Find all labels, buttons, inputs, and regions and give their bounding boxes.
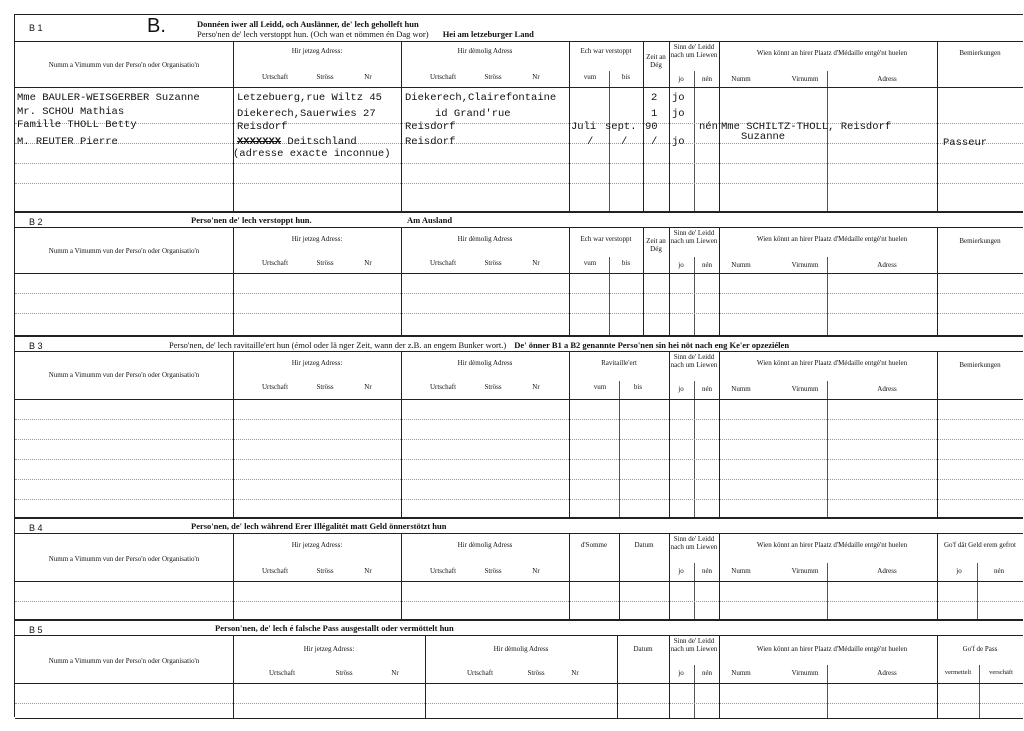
- section-id: B 2: [29, 217, 43, 227]
- header-name: Numm a Vimumm vun der Perso'n oder Organisatio'n: [48, 247, 200, 255]
- header-nr: Nr: [391, 669, 399, 677]
- row-days: 2: [651, 92, 658, 104]
- row-alive: jo: [672, 108, 685, 120]
- header-nr: Nr: [532, 383, 540, 391]
- header-to: bis: [621, 73, 631, 81]
- current-country: Deitschland: [287, 136, 357, 148]
- header-from: vum: [583, 73, 597, 81]
- row-name: Famille THOLL Betty: [17, 119, 137, 131]
- header-date: Datum: [633, 645, 653, 653]
- header-alive: Sinn de' Leidd nach um Liewen: [670, 535, 718, 551]
- row-alive: jo: [672, 92, 685, 104]
- header-alive: Sinn de' Leidd nach um Liewen: [670, 353, 718, 369]
- section-title-extra: Am Ausland: [407, 215, 453, 225]
- header-place: Urtschaft: [429, 259, 457, 267]
- section-b5: [15, 619, 1023, 719]
- header-place: Urtschaft: [261, 567, 289, 575]
- row-remark: Passeur: [943, 137, 988, 149]
- row-days: 1: [651, 108, 658, 120]
- header-medal: Wien könnt an hirer Plaatz d'Médaille entgè'nt huelen: [756, 645, 908, 653]
- row-medal: Suzanne: [741, 131, 786, 143]
- header-place: Urtschaft: [429, 383, 457, 391]
- header-medal: Wien könnt an hirer Plaatz d'Médaille entgè'nt huelen: [756, 49, 908, 57]
- row-current-address: Reisdorf: [237, 121, 288, 133]
- header-current-address: Hir jetzeg Adress:: [291, 47, 343, 55]
- row-current-address: (adresse exacte inconnue): [233, 148, 391, 160]
- header-hidden: Ech war verstoppt: [580, 47, 632, 55]
- header-firstname: Virnumm: [791, 567, 819, 575]
- header-street: Ströss: [316, 383, 334, 391]
- header-former-address: Hir dèmolig Adress: [457, 47, 513, 55]
- header-nr: Nr: [532, 567, 540, 575]
- header-remarks: Bemierkungen: [959, 237, 1001, 245]
- title-text: Perso'nen de' lech verstoppt hun. (Och wan et nömmen én Dag wor): [197, 29, 429, 39]
- header-name: Numm a Vimumm vun der Perso'n oder Organisatio'n: [48, 371, 200, 379]
- header-created: verschäft: [989, 669, 1013, 676]
- row-from: Juli: [571, 121, 597, 133]
- header-nr: Nr: [364, 73, 372, 81]
- header-address: Adress: [877, 75, 897, 83]
- struck-text: XXXXXXX: [237, 136, 282, 148]
- header-nr: Nr: [532, 73, 540, 81]
- header-to: bis: [621, 259, 631, 267]
- header-street: Ströss: [316, 567, 334, 575]
- header-no: nén: [993, 567, 1005, 575]
- header-from: vum: [583, 259, 597, 267]
- header-nr: Nr: [571, 669, 579, 677]
- header-address: Adress: [877, 567, 897, 575]
- header-former-address: Hir dèmolig Adress: [457, 541, 513, 549]
- header-street: Ströss: [335, 669, 353, 677]
- header-yes: jo: [678, 261, 684, 269]
- row-current-address: [237, 136, 357, 148]
- form-letter: B.: [147, 15, 166, 37]
- header-name: Numm a Vimumm vun der Perso'n oder Organisatio'n: [48, 61, 200, 69]
- header-nr: Nr: [532, 259, 540, 267]
- header-pass: Go'f de Pass: [962, 645, 998, 653]
- section-b1: [15, 15, 1023, 211]
- header-sum: d'Somme: [580, 541, 608, 549]
- row-to: sept.: [605, 121, 637, 133]
- title-extra: Hei am letzeburger Land: [442, 29, 534, 39]
- row-former-address: Reisdorf: [405, 121, 456, 133]
- row-to: /: [621, 136, 628, 148]
- header-firstname: Virnumm: [791, 261, 819, 269]
- header-medal: Wien könnt an hirer Plaatz d'Médaille entgè'nt huelen: [756, 541, 908, 549]
- row-medal: Mme SCHILTZ-THOLL, Reisdorf: [721, 121, 892, 133]
- header-former-address: Hir dèmolig Adress: [457, 235, 513, 243]
- header-place: Urtschaft: [466, 669, 494, 677]
- row-from: /: [587, 136, 594, 148]
- header-surname: Numm: [731, 261, 751, 269]
- header-name: Numm a Vimumm vun der Perso'n oder Organisatio'n: [48, 555, 200, 563]
- row-current-address: Diekerech,Sauerwies 27: [237, 108, 376, 120]
- title-text: Perso'nen, de' lech ravitaille'ert hun (émol oder lä nger Zeit, wann der z.B. an engem Bunker wort.): [169, 340, 507, 350]
- header-street: Ströss: [484, 73, 502, 81]
- row-name: M. REUTER Pierre: [17, 136, 118, 148]
- row-current-address: Letzebuerg,rue Wiltz 45: [237, 92, 382, 104]
- section-title: Person'nen, de' lech é falsche Pass ausgestallt oder vermöttelt hun: [215, 623, 454, 633]
- header-current-address: Hir jetzeg Adress:: [291, 541, 343, 549]
- section-b3: [15, 335, 1023, 519]
- header-time-days: Zeit an Dég: [646, 237, 666, 253]
- header-time-days: Zeit an Dég: [646, 53, 666, 69]
- section-id: B 4: [29, 523, 43, 533]
- row-former-address: Diekerech,Clairefontaine: [405, 92, 557, 104]
- header-firstname: Virnumm: [791, 75, 819, 83]
- header-date: Datum: [634, 541, 654, 549]
- header-medal: Wien könnt an hirer Plaatz d'Médaille entgè'nt huelen: [756, 235, 908, 243]
- header-address: Adress: [877, 261, 897, 269]
- header-arranged: vermettelt: [944, 669, 972, 676]
- header-former-address: Hir dèmolig Adress: [493, 645, 549, 653]
- header-nr: Nr: [364, 259, 372, 267]
- section-b4: [15, 517, 1023, 621]
- section-id: B 3: [29, 341, 43, 351]
- header-no: nén: [701, 567, 713, 575]
- header-place: Urtschaft: [429, 73, 457, 81]
- header-surname: Numm: [731, 567, 751, 575]
- header-to: bis: [633, 383, 643, 391]
- header-current-address: Hir jetzeg Adress:: [291, 235, 343, 243]
- header-street: Ströss: [484, 383, 502, 391]
- header-place: Urtschaft: [429, 567, 457, 575]
- header-address: Adress: [877, 669, 897, 677]
- header-no: nén: [701, 385, 713, 393]
- header-nr: Nr: [364, 383, 372, 391]
- section-title: [169, 340, 789, 350]
- header-yes: jo: [678, 385, 684, 393]
- row-name: Mme BAULER-WEISGERBER Suzanne: [17, 92, 200, 104]
- row-former-address: id Grand'rue: [435, 108, 511, 120]
- row-former-address: Reisdorf: [405, 136, 456, 148]
- header-street: Ströss: [316, 259, 334, 267]
- header-yes: jo: [678, 75, 684, 83]
- header-former-address: Hir dèmolig Adress: [457, 359, 513, 367]
- header-from: vum: [593, 383, 607, 391]
- divider: [15, 41, 1023, 42]
- section-title: Perso'nen, de' lech während Erer Illégalitét matt Geld önnerstötzt hun: [191, 521, 447, 531]
- header-no: nén: [701, 669, 713, 677]
- row-name: Mr. SCHOU Mathias: [17, 106, 125, 118]
- header-alive: Sinn de' Leidd nach um Liewen: [670, 637, 718, 653]
- header-current-address: Hir jetzeg Adress:: [291, 359, 343, 367]
- header-nr: Nr: [364, 567, 372, 575]
- header-remarks: Bemierkungen: [959, 49, 1001, 57]
- header-medal: Wien könnt an hirer Plaatz d'Médaille entgè'nt huelen: [756, 359, 908, 367]
- header-surname: Numm: [731, 385, 751, 393]
- header-place: Urtschaft: [268, 669, 296, 677]
- header-remarks: Bemierkungen: [959, 361, 1001, 369]
- header-place: Urtschaft: [261, 259, 289, 267]
- header-yes: jo: [678, 567, 684, 575]
- header-alive: Sinn de' Leidd nach um Liewen: [670, 43, 718, 59]
- row-days: /: [651, 136, 658, 148]
- header-no: nén: [701, 261, 713, 269]
- header-current-address: Hir jetzeg Adress:: [303, 645, 355, 653]
- header-yes: jo: [956, 567, 962, 575]
- questionnaire-form: [14, 14, 1023, 717]
- header-hidden: Ech war verstoppt: [580, 235, 632, 243]
- section-title-2: [197, 29, 534, 39]
- section-id: B 5: [29, 625, 43, 635]
- row-alive: jo: [672, 136, 685, 148]
- header-alive: Sinn de' Leidd nach um Liewen: [670, 229, 718, 245]
- header-street: Ströss: [484, 567, 502, 575]
- header-firstname: Virnumm: [791, 669, 819, 677]
- header-no: nén: [701, 75, 713, 83]
- header-street: Ströss: [527, 669, 545, 677]
- section-title: Perso'nen de' lech verstoppt hun.: [191, 215, 312, 225]
- header-name: Numm a Vimumm vun der Perso'n oder Organisatio'n: [48, 657, 200, 665]
- title-extra: De' önner B1 a B2 genannte Perso'nen sin hei nöt nach eng Ke'er opzeziélen: [514, 340, 790, 350]
- section-id: B 1: [29, 23, 43, 33]
- header-surname: Numm: [731, 669, 751, 677]
- section-title: Donnéen iwer all Leidd, och Auslänner, de' lech geholleft hun: [197, 19, 419, 29]
- section-b2: [15, 211, 1023, 337]
- header-money-back: Go'f dät Geld erem gefrot: [943, 541, 1016, 549]
- header-place: Urtschaft: [261, 73, 289, 81]
- header-surname: Numm: [731, 75, 751, 83]
- row-days: 90: [645, 121, 658, 133]
- header-place: Urtschaft: [261, 383, 289, 391]
- header-yes: jo: [678, 669, 684, 677]
- header-firstname: Virnumm: [791, 385, 819, 393]
- header-supplied: Ravitaille'ert: [601, 359, 637, 367]
- row-alive: nén: [699, 121, 718, 133]
- header-street: Ströss: [316, 73, 334, 81]
- header-address: Adress: [877, 385, 897, 393]
- header-street: Ströss: [484, 259, 502, 267]
